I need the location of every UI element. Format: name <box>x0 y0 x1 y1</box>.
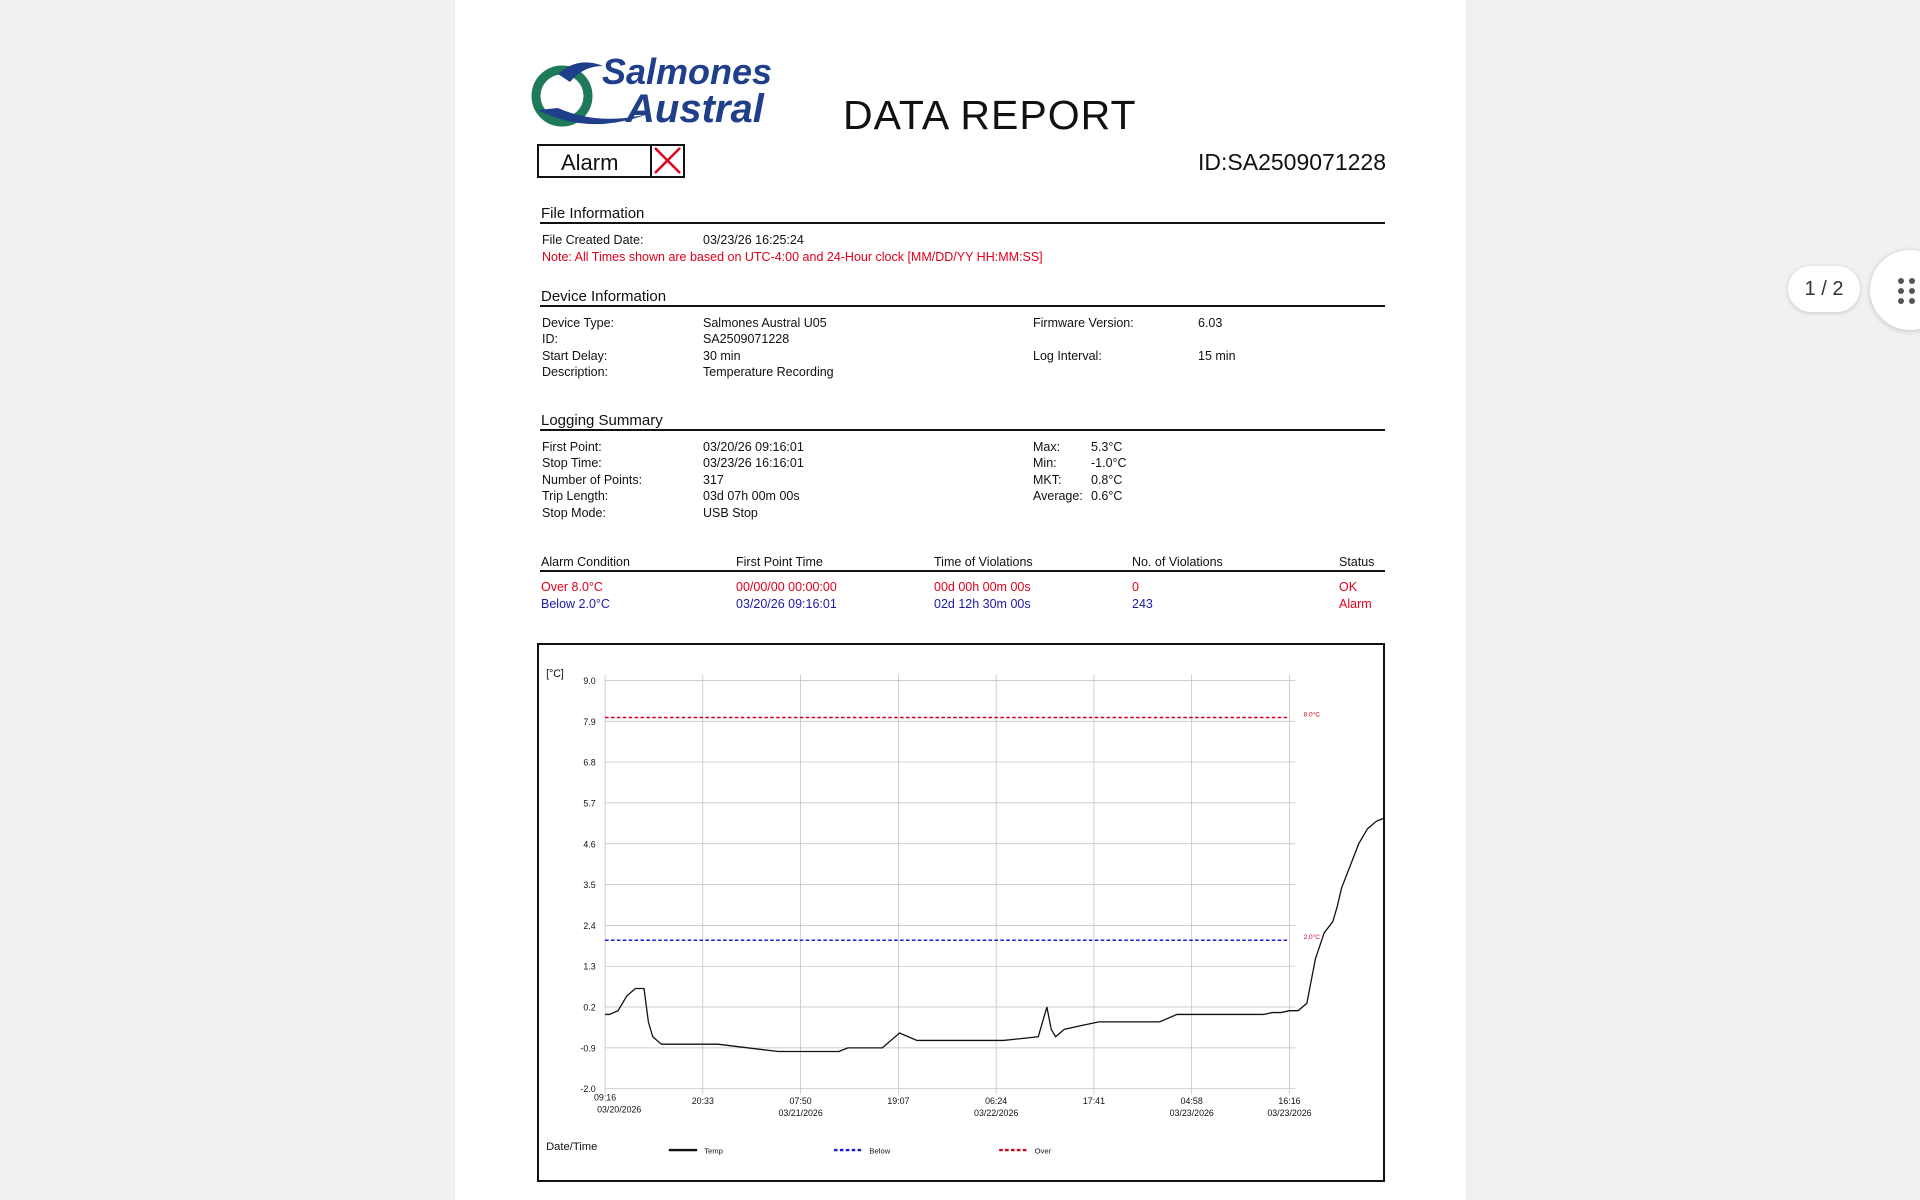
thumbnail-grid-button[interactable] <box>1870 250 1920 330</box>
x-tick-time: 06:24 <box>985 1096 1008 1107</box>
logging-summary-title: Logging Summary <box>541 412 663 429</box>
y-tick-label: -2.0 <box>580 1084 596 1095</box>
trip-length-value: 03d 07h 00m 00s <box>703 489 800 503</box>
alarm-status-box <box>537 144 685 178</box>
x-axis-label: Date/Time <box>546 1141 598 1154</box>
min-label: Min: <box>1033 456 1057 470</box>
device-type-value: Salmones Austral U05 <box>703 316 827 330</box>
svg-text:Austral: Austral <box>626 87 764 131</box>
time-note: Note: All Times shown are based on UTC-4:00 and 24-Hour clock [MM/DD/YY HH:MM:SS] <box>542 250 1043 264</box>
y-tick-label: 2.4 <box>583 920 596 931</box>
x-tick-time: 20:33 <box>691 1096 714 1107</box>
mkt-label: MKT: <box>1033 473 1062 487</box>
trip-length-label: Trip Length: <box>542 489 609 503</box>
y-tick-label: 7.9 <box>583 716 596 727</box>
firmware-label: Firmware Version: <box>1033 316 1134 330</box>
x-tick-time: 17:41 <box>1082 1096 1106 1107</box>
max-label: Max: <box>1033 440 1061 454</box>
svg-text:Salmones: Salmones <box>602 51 773 92</box>
alarm-row-over-count: 0 <box>1132 580 1139 594</box>
stop-mode-value: USB Stop <box>703 506 758 520</box>
y-tick-label: 3.5 <box>583 880 596 891</box>
y-tick-label: 6.8 <box>583 757 596 768</box>
min-value: -1.0°C <box>1091 456 1127 470</box>
description-label: Description: <box>542 365 608 379</box>
x-tick-date: 03/23/2026 <box>1169 1107 1214 1118</box>
logging-summary-divider <box>540 429 1385 431</box>
x-tick-time: 04:58 <box>1180 1096 1203 1107</box>
alarm-row-over-time: 00d 00h 00m 00s <box>934 580 1031 594</box>
x-tick-date: 03/23/2026 <box>1267 1107 1312 1118</box>
x-tick-time: 09:16 <box>594 1092 617 1103</box>
first-point-label: First Point: <box>542 440 602 454</box>
mkt-value: 0.8°C <box>1091 473 1123 487</box>
start-delay-value: 30 min <box>703 349 741 363</box>
num-points-label: Number of Points: <box>542 473 643 487</box>
y-tick-label: 1.3 <box>583 961 596 972</box>
report-device-id: ID:SA2509071228 <box>1198 149 1386 175</box>
temperature-series-line <box>605 818 1383 1052</box>
alarm-row-below-status: Alarm <box>1339 597 1372 611</box>
page-separator: / <box>1815 278 1833 300</box>
legend-label-below: Below <box>869 1146 891 1156</box>
alarm-cross-icon <box>650 145 684 178</box>
device-info-title: Device Information <box>541 288 667 305</box>
alarm-row-over-status: OK <box>1339 580 1358 594</box>
grid-dots-icon <box>1898 278 1918 304</box>
alarm-header-time: Time of Violations <box>934 555 1033 569</box>
alarm-row-below-count: 243 <box>1132 597 1153 611</box>
legend-label-temp: Temp <box>704 1146 723 1156</box>
device-type-label: Device Type: <box>542 316 615 330</box>
firmware-value: 6.03 <box>1198 316 1223 330</box>
threshold-label-over: 8.0°C <box>1303 711 1320 719</box>
alarm-table-divider <box>540 570 1385 572</box>
alarm-label: Alarm <box>561 150 619 175</box>
temperature-chart-svg <box>539 645 1383 1180</box>
device-id-value: SA2509071228 <box>703 332 790 346</box>
y-tick-label: 5.7 <box>583 798 596 809</box>
log-interval-label: Log Interval: <box>1033 349 1102 363</box>
max-value: 5.3°C <box>1091 440 1123 454</box>
chart-plot-group <box>546 668 1383 1156</box>
y-axis-label: [°C] <box>546 667 564 680</box>
alarm-row-below-condition: Below 2.0°C <box>541 597 610 611</box>
file-created-label: File Created Date: <box>542 233 644 247</box>
page-total: 2 <box>1832 278 1844 300</box>
device-info-divider <box>540 305 1385 307</box>
log-interval-value: 15 min <box>1198 349 1236 363</box>
x-tick-time: 16:16 <box>1278 1096 1301 1107</box>
alarm-header-count: No. of Violations <box>1132 555 1223 569</box>
alarm-header-condition: Alarm Condition <box>541 555 630 569</box>
page-current: 1 <box>1804 278 1816 300</box>
file-info-title: File Information <box>541 205 645 222</box>
description-value: Temperature Recording <box>703 365 834 379</box>
alarm-header-status: Status <box>1339 555 1375 569</box>
x-tick-date: 03/22/2026 <box>974 1107 1019 1118</box>
num-points-value: 317 <box>703 473 724 487</box>
file-created-value: 03/23/26 16:25:24 <box>703 233 804 247</box>
start-delay-label: Start Delay: <box>542 349 608 363</box>
alarm-row-below-time: 02d 12h 30m 00s <box>934 597 1031 611</box>
y-tick-label: 0.2 <box>583 1002 596 1013</box>
x-tick-date: 03/20/2026 <box>597 1104 642 1115</box>
alarm-row-over-first: 00/00/00 00:00:00 <box>736 580 837 594</box>
alarm-header-first-point: First Point Time <box>736 555 823 569</box>
page-indicator[interactable] <box>1788 266 1860 312</box>
legend-label-over: Over <box>1034 1146 1052 1156</box>
average-label: Average: <box>1033 489 1083 503</box>
device-id-label: ID: <box>542 332 558 346</box>
x-tick-time: 19:07 <box>887 1096 910 1107</box>
report-page <box>455 0 1466 1200</box>
y-tick-label: -0.9 <box>580 1043 596 1054</box>
file-info-divider <box>540 222 1385 224</box>
x-tick-date: 03/21/2026 <box>778 1107 823 1118</box>
first-point-value: 03/20/26 09:16:01 <box>703 440 804 454</box>
stop-time-label: Stop Time: <box>542 456 602 470</box>
report-title: DATA REPORT <box>843 92 1137 138</box>
y-tick-label: 9.0 <box>583 675 596 686</box>
average-value: 0.6°C <box>1091 489 1123 503</box>
x-tick-time: 07:50 <box>789 1096 812 1107</box>
temperature-chart <box>537 643 1385 1182</box>
salmones-austral-logo <box>528 48 778 132</box>
y-tick-label: 4.6 <box>583 839 596 850</box>
threshold-label-below: 2.0°C <box>1303 934 1320 942</box>
stop-mode-label: Stop Mode: <box>542 506 606 520</box>
alarm-row-over-condition: Over 8.0°C <box>541 580 603 594</box>
alarm-row-below-first: 03/20/26 09:16:01 <box>736 597 837 611</box>
stop-time-value: 03/23/26 16:16:01 <box>703 456 804 470</box>
